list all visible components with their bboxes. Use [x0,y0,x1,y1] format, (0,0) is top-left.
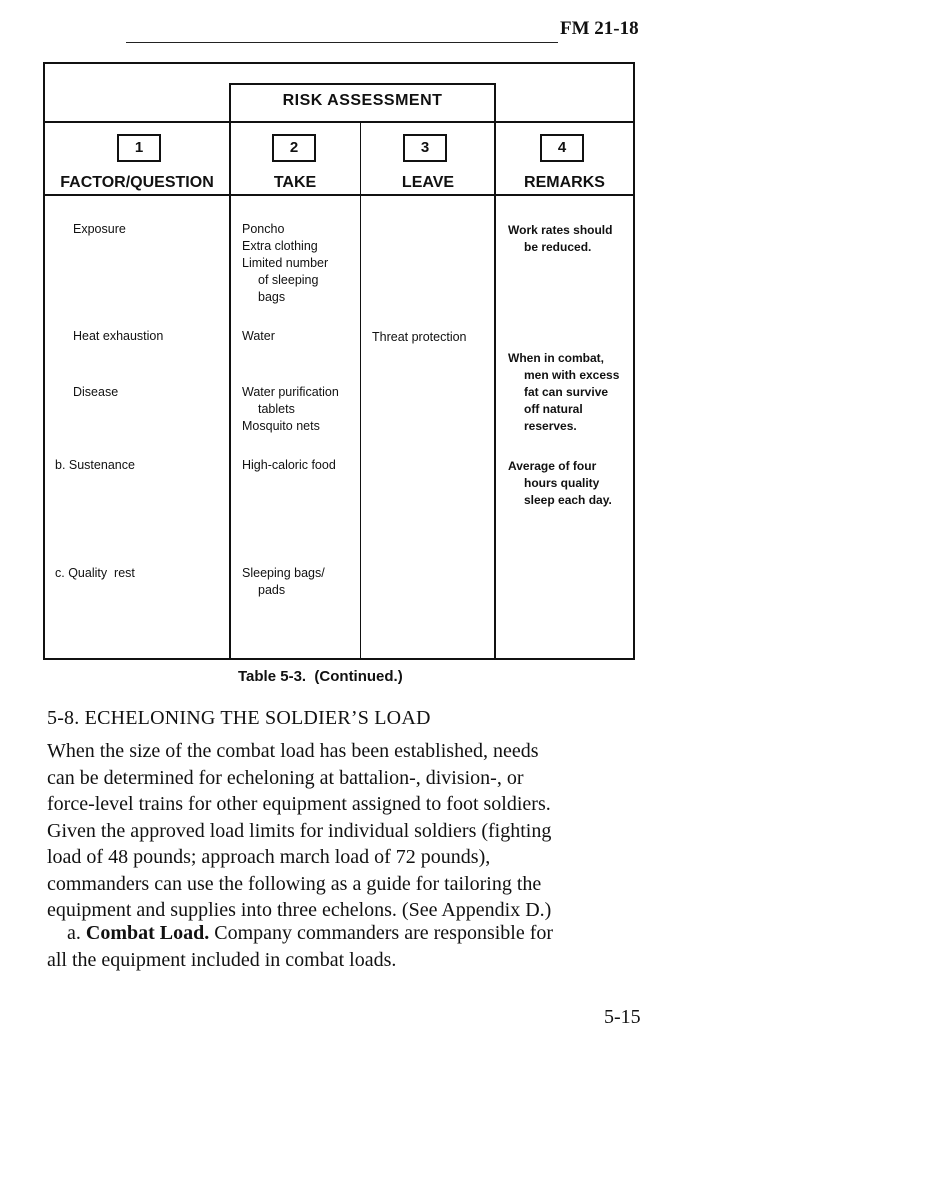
take-line: pads [258,583,286,597]
col-divider-1 [229,83,231,660]
remark-line: Average of four [508,459,597,473]
subparagraph-text: all the equipment included in combat loads. [47,948,397,971]
remarks-cell [508,350,619,435]
risk-assessment-title: RISK ASSESSMENT [282,92,443,109]
take-cell [242,384,339,435]
take-line: Sleeping bags/ [242,566,325,580]
take-line: bags [258,290,286,304]
remark-line: reserves. [524,419,577,433]
paragraph-line: When the size of the combat load has been established, needs [47,740,539,762]
factor-cell: c. Quality rest [55,566,135,580]
take-line: tablets [258,402,295,416]
column-number-1: 1 [117,134,161,162]
page-number: 5-15 [604,1006,641,1028]
table-top-border [43,62,635,64]
paragraph-line: equipment and supplies into three echelons. (See Appendix D.) [47,899,552,921]
column-header-take: TAKE [273,174,317,191]
remark-line: sleep each day. [524,493,612,507]
take-line: Limited number [242,256,329,270]
factor-cell: b. Sustenance [55,458,135,472]
section-heading: 5-8. ECHELONING THE SOLDIER’S LOAD [47,707,431,729]
remark-line: When in combat, [508,351,604,365]
column-header-factor: FACTOR/QUESTION [60,174,214,191]
remark-line: off natural [524,402,583,416]
column-number-2: 2 [272,134,316,162]
take-line: Mosquito nets [242,419,320,433]
remark-line: be reduced. [524,240,592,254]
take-line: Poncho [242,222,285,236]
column-number-4: 4 [540,134,584,162]
take-cell [242,221,328,306]
risk-group-top [229,83,496,85]
take-cell [242,565,325,599]
take-line: Water [242,329,275,343]
take-line: of sleeping [258,273,319,287]
col-divider-2 [360,122,361,660]
header-divider [43,121,635,123]
remark-line: Work rates should [508,223,613,237]
take-line: High-caloric food [242,458,336,472]
remark-line: fat can survive [524,385,609,399]
factor-cell: Exposure [73,222,126,236]
factor-cell: Disease [73,385,119,399]
take-line: Extra clothing [242,239,318,253]
column-header-leave: LEAVE [401,174,455,191]
table-bottom-border [43,658,635,660]
subparagraph-a [47,920,647,973]
remarks-cell [508,222,612,256]
paragraph-line: commanders can use the following as a guide for tailoring the [47,872,542,895]
column-number-3: 3 [403,134,447,162]
subparagraph-label: a. [67,922,81,944]
leave-cell: Threat protection [372,330,467,344]
take-cell [242,457,336,474]
body-paragraph [47,738,647,924]
subparagraph-text: Company commanders are responsible for [209,922,554,944]
document-id: FM 21-18 [560,18,639,39]
table-right-border [633,62,635,660]
factor-cell: Heat exhaustion [73,329,164,343]
take-cell [242,328,275,345]
remark-line: hours quality [524,476,600,490]
risk-assessment-table [43,62,635,660]
take-line: Water purification [242,385,339,399]
column-header-remarks: REMARKS [524,174,605,191]
remark-line: men with excess [524,368,620,382]
table-caption: Table 5-3. (Continued.) [238,668,403,685]
paragraph-line: Given the approved load limits for individual soldiers (fighting [47,819,552,842]
table-left-border [43,62,45,660]
paragraph-line: load of 48 pounds; approach march load of 72 pounds), [47,846,491,868]
paragraph-line: can be determined for echeloning at battalion-, division-, or [47,766,524,789]
column-header-divider [43,194,635,196]
paragraph-line: force-level trains for other equipment assigned to foot soldiers. [47,793,551,815]
subparagraph-title: Combat Load. [85,922,210,944]
remarks-cell [508,458,612,509]
col-divider-3 [494,83,496,660]
header-rule [126,42,558,43]
